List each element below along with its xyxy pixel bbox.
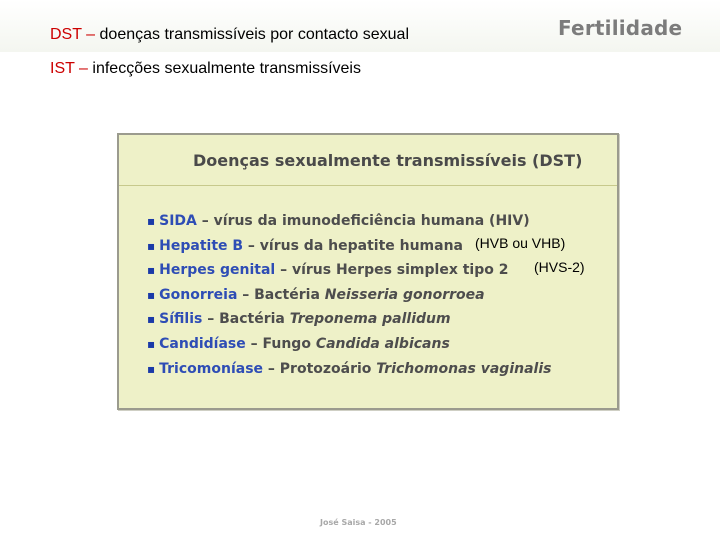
list-item	[147, 332, 551, 357]
list-item	[147, 258, 551, 283]
disease-agent: Bactéria	[254, 286, 325, 303]
separator: –	[263, 360, 280, 377]
disease-name: Hepatite B	[159, 237, 244, 254]
ist-dash: –	[74, 60, 93, 77]
disease-name: Gonorreia	[159, 286, 238, 303]
separator: –	[245, 335, 263, 352]
list-item	[147, 307, 551, 332]
fertilidade-logo: Fertilidade	[558, 16, 683, 40]
list-item	[147, 357, 551, 382]
disease-name: Herpes genital	[159, 262, 276, 279]
disease-agent-species: Candida albicans	[315, 335, 450, 352]
dst-definition	[50, 26, 409, 44]
dst-meaning: doenças transmissíveis por contacto sexual	[99, 26, 409, 43]
bullet-icon: ▪	[147, 238, 156, 253]
bullet-icon: ▪	[147, 361, 156, 376]
hvb-note: (HVB ou VHB)	[475, 235, 566, 251]
dst-dash: –	[81, 26, 100, 43]
disease-agent: vírus Herpes simplex tipo 2	[291, 262, 509, 279]
bullet-icon: ▪	[147, 263, 156, 278]
disease-agent: Protozoário	[279, 360, 377, 377]
disease-agent: vírus da imunodeficiência humana (HIV)	[213, 213, 530, 229]
bullet-icon: ▪	[147, 214, 156, 228]
separator: –	[196, 213, 214, 229]
disease-agent-species: Treponema pallidum	[289, 311, 451, 328]
ist-meaning: infecções sexualmente transmissíveis	[92, 60, 361, 77]
disease-name: SIDA	[159, 213, 197, 229]
panel-header	[119, 135, 617, 186]
disease-agent: Fungo	[262, 335, 316, 352]
bullet-icon: ▪	[147, 287, 156, 302]
separator: –	[202, 311, 220, 328]
disease-name: Tricomoníase	[159, 360, 264, 377]
footer-credit: José Saisa - 2005	[320, 518, 397, 527]
ist-definition	[50, 60, 361, 78]
bullet-icon: ▪	[147, 312, 156, 327]
disease-name: Candidíase	[159, 335, 246, 352]
list-item	[147, 283, 551, 308]
disease-agent: vírus da hepatite humana	[259, 237, 464, 254]
dst-acronym: DST	[50, 26, 82, 43]
separator: –	[237, 286, 255, 303]
disease-name: Sífilis	[159, 311, 203, 328]
disease-agent: Bactéria	[219, 311, 290, 328]
separator: –	[243, 237, 260, 254]
list-item	[147, 209, 551, 234]
hvs-note: (HVS-2)	[534, 259, 585, 275]
disease-agent-species: Neisseria gonorroea	[324, 286, 485, 303]
bullet-icon: ▪	[147, 336, 156, 351]
ist-acronym: IST	[50, 60, 75, 77]
panel-title: Doenças sexualmente transmissíveis (DST)	[193, 151, 583, 170]
separator: –	[275, 262, 292, 279]
disease-agent-species: Trichomonas vaginalis	[376, 360, 552, 377]
